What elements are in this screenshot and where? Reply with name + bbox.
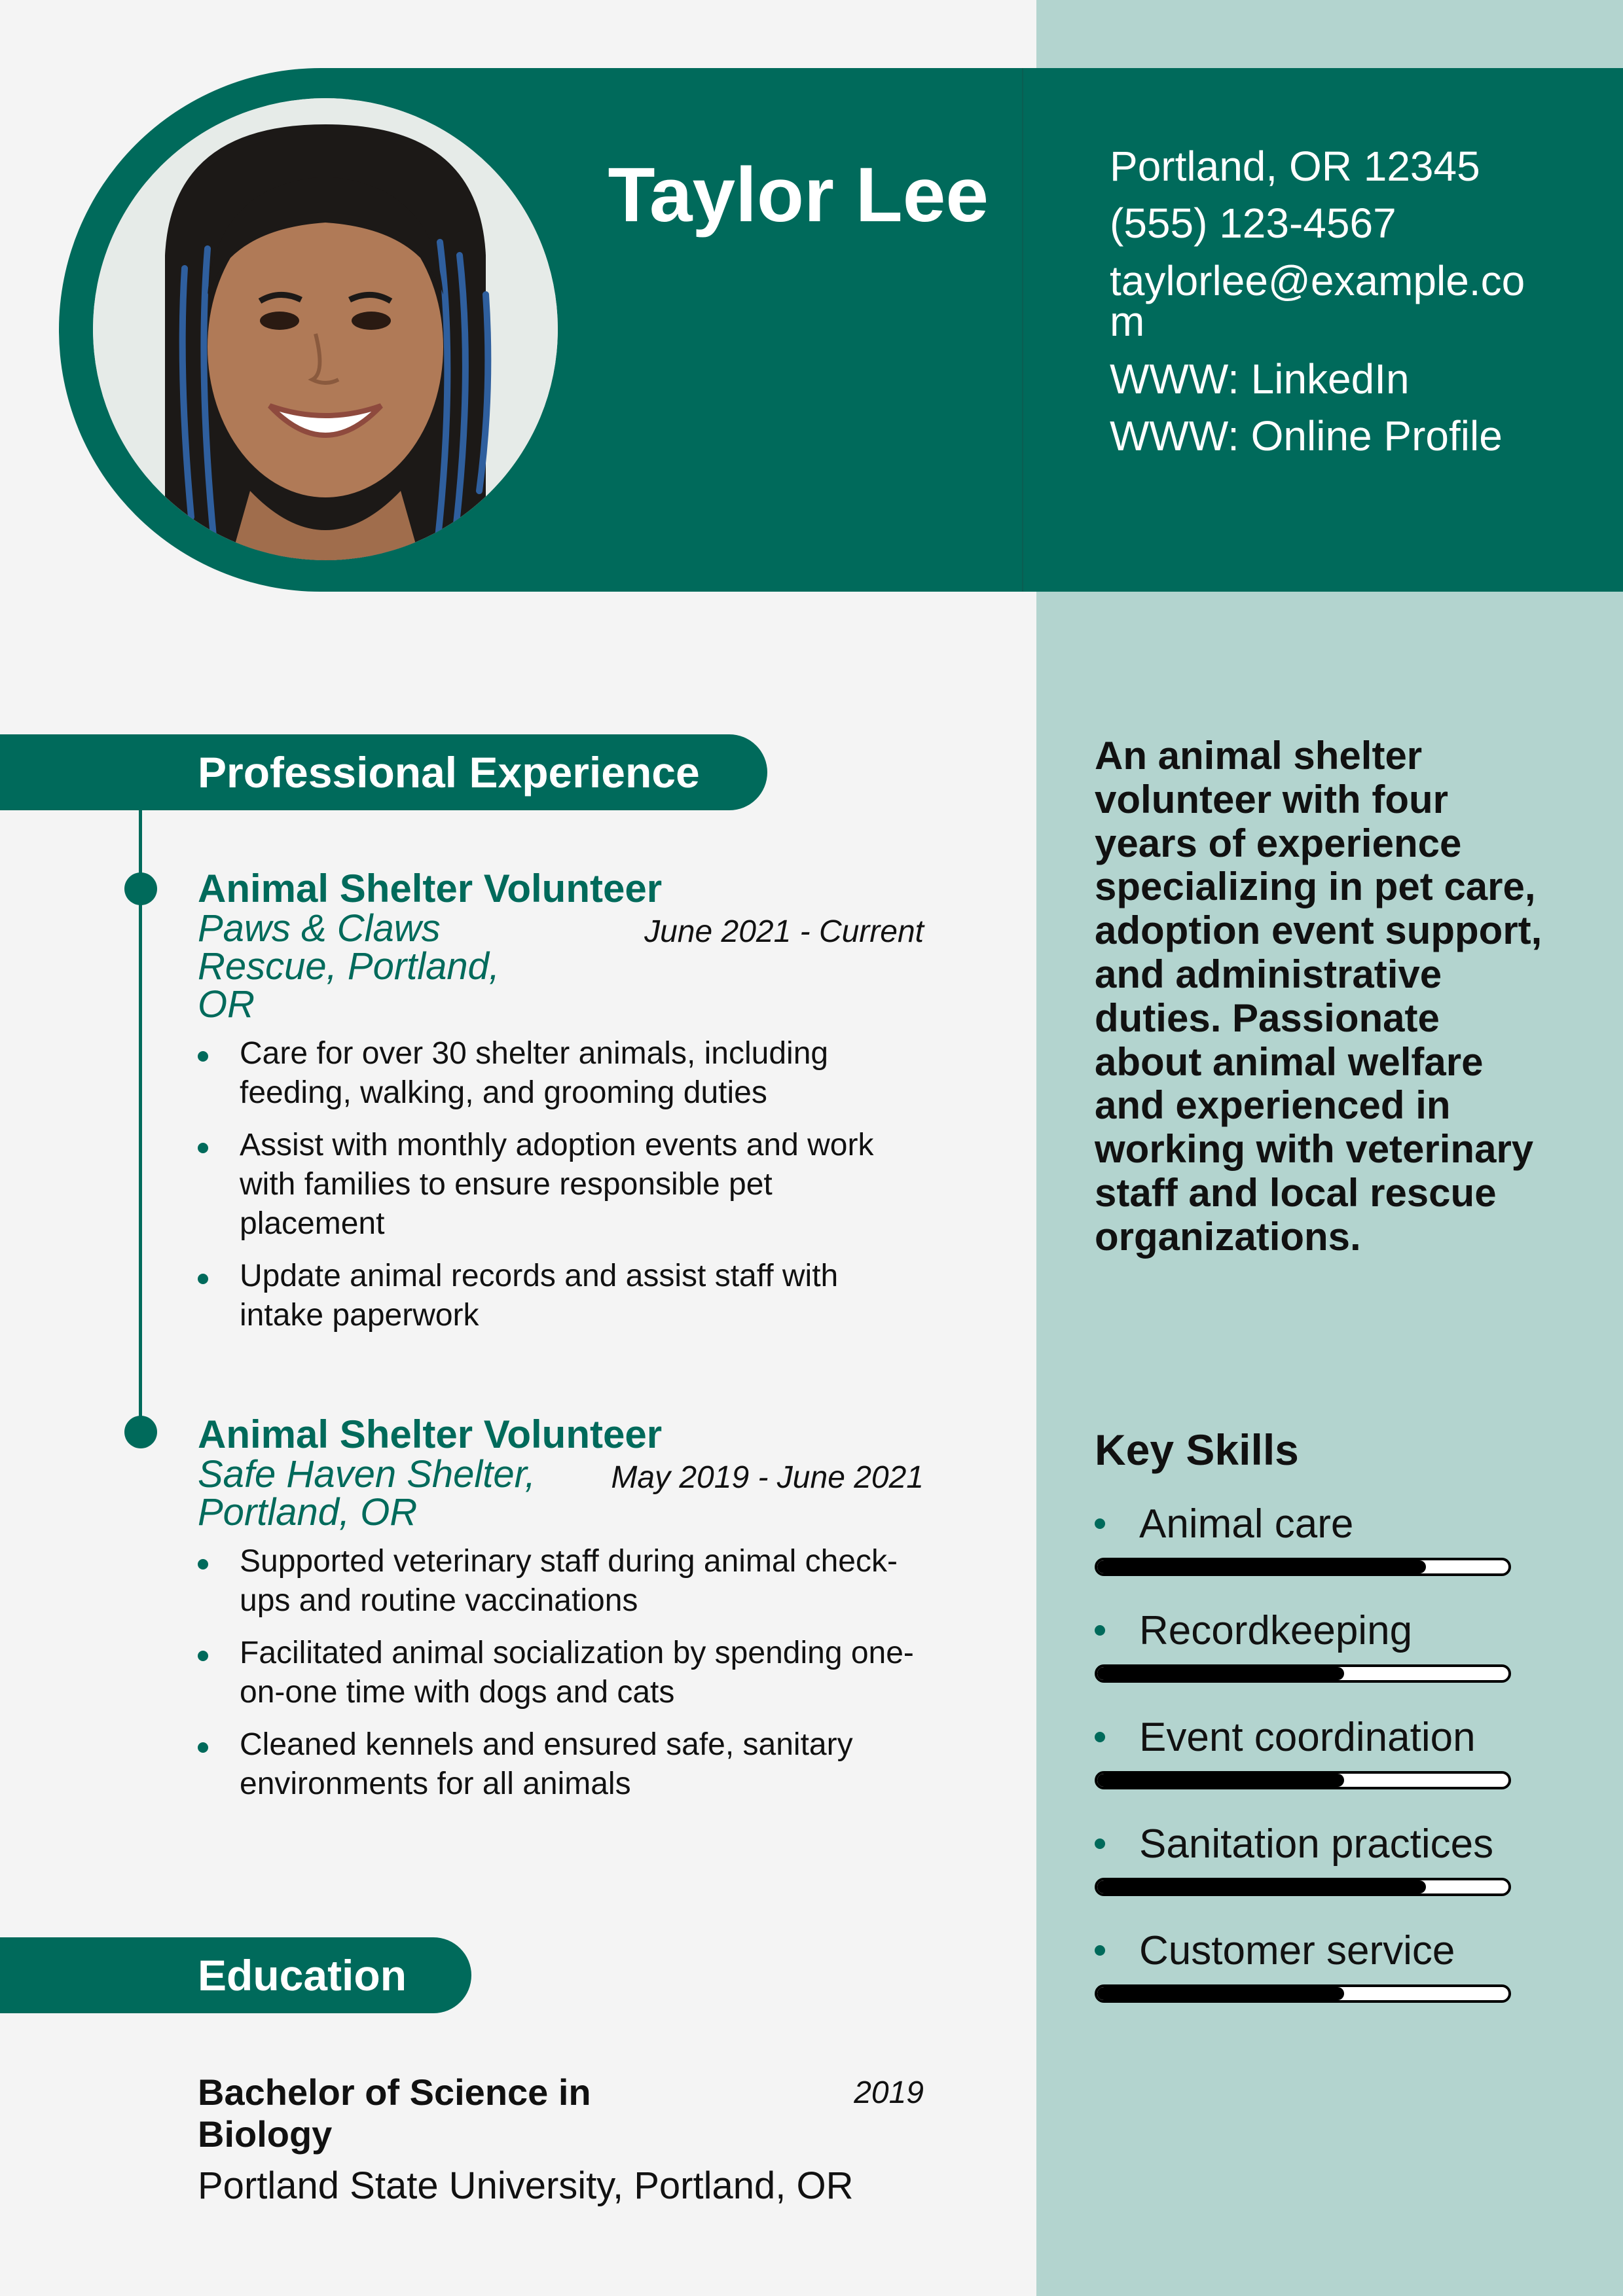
email-link[interactable]: taylorlee@example.com	[1110, 257, 1525, 345]
job-dates: June 2021 - Current	[644, 914, 924, 949]
skill-level-fill	[1097, 1987, 1344, 2000]
skills-heading: Key Skills	[1095, 1426, 1299, 1474]
skill-item	[1095, 1608, 1514, 1683]
skill-label: Customer service	[1139, 1928, 1455, 1973]
job-bullets	[198, 1542, 924, 1817]
job-title: Animal Shelter Volunteer	[198, 867, 663, 910]
list-item: Supported veterinary staff during animal check-ups and routine vaccinations	[198, 1542, 924, 1621]
header-divider	[1022, 68, 1023, 592]
bullet-icon	[1095, 1518, 1105, 1529]
school-name: Portland State University, Portland, OR	[198, 2164, 854, 2207]
linkedin-link[interactable]: WWW: LinkedIn	[1110, 355, 1410, 403]
address-text: Portland, OR 12345	[1110, 143, 1480, 190]
skill-label: Recordkeeping	[1139, 1608, 1413, 1653]
bullet-icon	[1095, 1732, 1105, 1742]
job-company: Paws & Claws Rescue, Portland, OR	[198, 907, 500, 1026]
skill-label: Animal care	[1139, 1501, 1354, 1547]
list-item: Update animal records and assist staff with intake paperwork	[198, 1257, 924, 1335]
list-item: Cleaned kennels and ensured safe, sanitary environments for all animals	[198, 1725, 924, 1804]
timeline-dot	[124, 872, 157, 905]
bullet-icon	[1095, 1839, 1105, 1849]
professional-summary: An animal shelter volunteer with four years of experience specializing in pet care, adoption event support, and administrative duties. Passionate about animal welfare and experienced in working with veterinary staff and local rescue organizations.	[1095, 734, 1542, 1259]
skill-label: Event coordination	[1139, 1715, 1476, 1760]
online-profile-link[interactable]: WWW: Online Profile	[1110, 412, 1503, 459]
profile-photo	[93, 98, 558, 560]
skill-label: Sanitation practices	[1139, 1821, 1494, 1867]
list-item: Facilitated animal socialization by spending one-on-one time with dogs and cats	[198, 1634, 924, 1712]
skill-item	[1095, 1928, 1514, 2003]
list-item: Assist with monthly adoption events and work with families to ensure responsible pet placement	[198, 1126, 924, 1244]
skill-level-bar	[1095, 1878, 1511, 1896]
bullet-icon	[1095, 1625, 1105, 1636]
experience-heading: Professional Experience	[0, 734, 767, 810]
skill-item	[1095, 1821, 1514, 1896]
education-heading: Education	[0, 1937, 471, 2013]
skill-level-bar	[1095, 1771, 1511, 1789]
skill-item	[1095, 1501, 1514, 1576]
contact-info	[1110, 143, 1529, 473]
bullet-icon	[1095, 1945, 1105, 1956]
skill-level-bar	[1095, 1558, 1511, 1576]
list-item: Care for over 30 shelter animals, including feeding, walking, and grooming duties	[198, 1034, 924, 1113]
skill-level-fill	[1097, 1560, 1426, 1573]
skill-level-fill	[1097, 1774, 1344, 1787]
skill-item	[1095, 1717, 1514, 1789]
degree-title: Bachelor of Science in Biology	[198, 2072, 591, 2155]
skill-level-fill	[1097, 1880, 1426, 1893]
job-dates: May 2019 - June 2021	[611, 1460, 924, 1495]
candidate-name: Taylor Lee	[608, 152, 989, 238]
phone-text: (555) 123-4567	[1110, 200, 1396, 247]
graduation-year: 2019	[854, 2075, 924, 2110]
skill-level-bar	[1095, 1664, 1511, 1683]
timeline-dot	[124, 1416, 157, 1448]
skill-level-bar	[1095, 1984, 1511, 2003]
job-title: Animal Shelter Volunteer	[198, 1412, 663, 1456]
job-bullets	[198, 1034, 924, 1348]
skill-level-fill	[1097, 1667, 1344, 1680]
job-company: Safe Haven Shelter, Portland, OR	[198, 1453, 536, 1534]
